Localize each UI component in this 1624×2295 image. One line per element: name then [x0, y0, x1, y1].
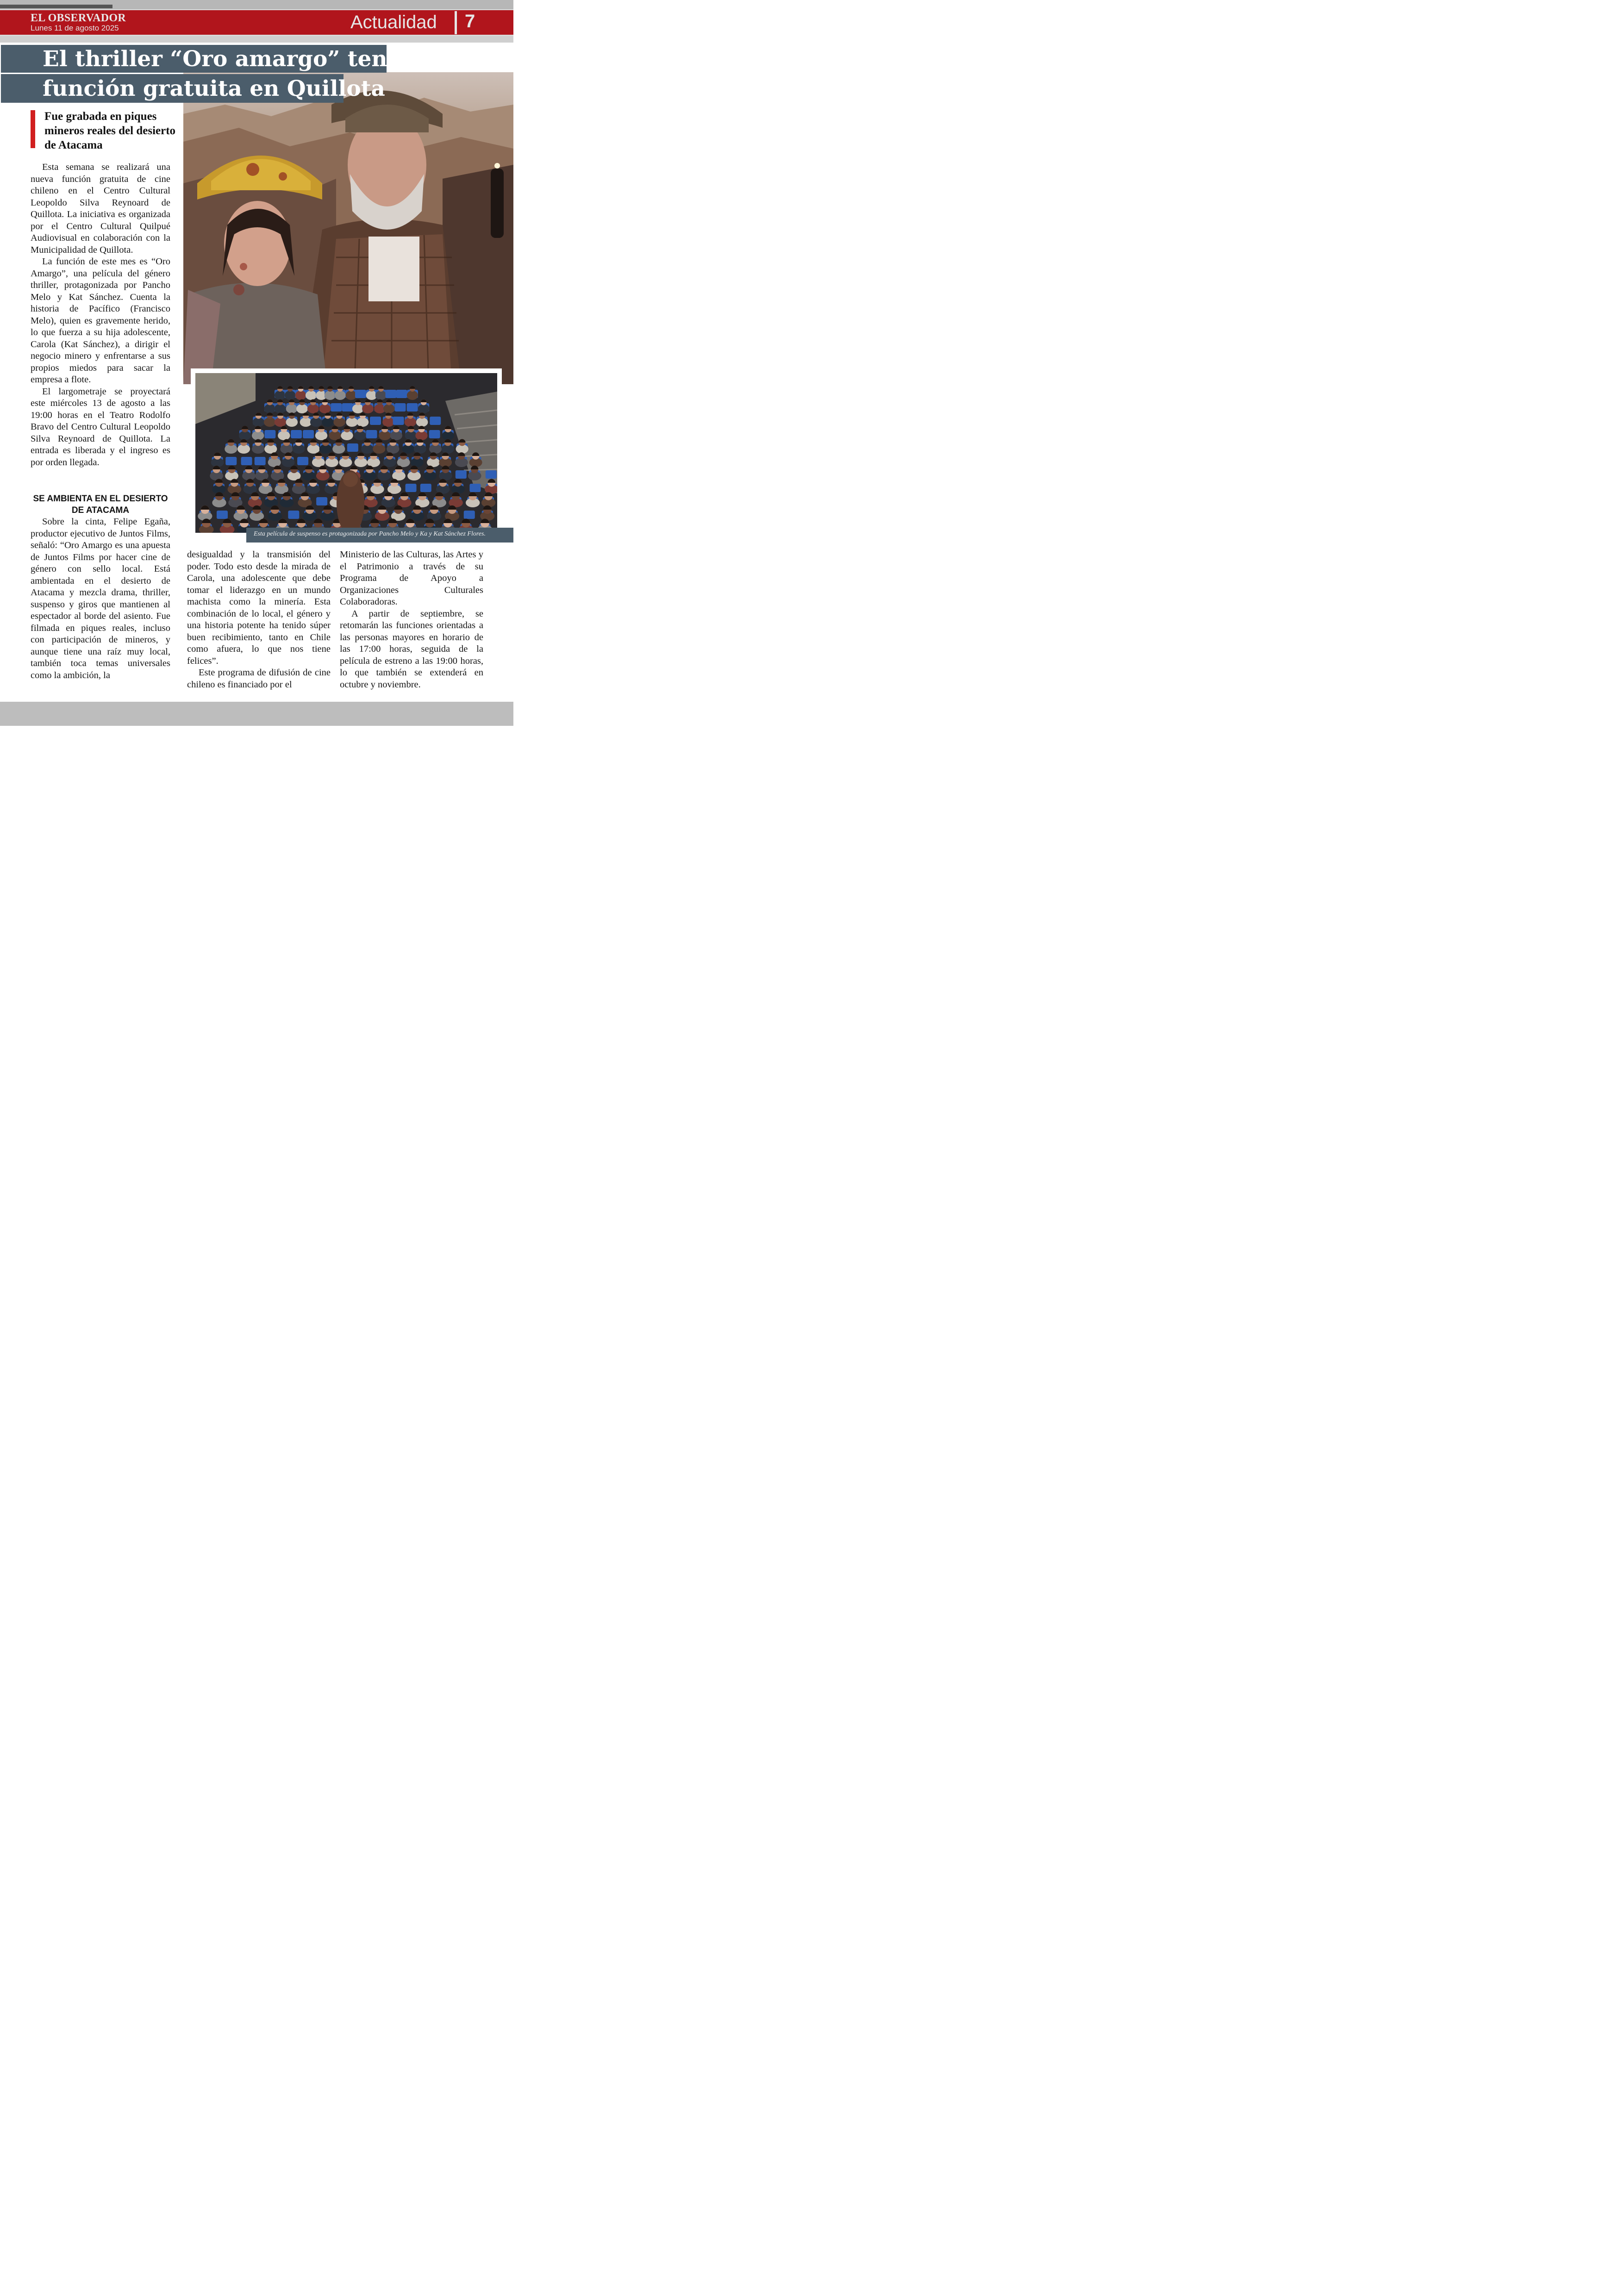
- seat: [355, 390, 366, 398]
- body-paragraph: Esta semana se realizará una nueva función gratuita de cine chileno en el Centro Cultural Leopoldo Silva Reynoard de Quillota. La iniciativa es organizada por el Centro Cultural Quilpué Audiovisual en colaboración con la Municipalidad de Quillota.: [31, 162, 170, 255]
- body-column-1-continued: [31, 516, 170, 681]
- seat: [297, 457, 308, 465]
- seat: [407, 403, 418, 412]
- seat: [225, 457, 237, 465]
- audience-person: [346, 418, 358, 427]
- movie-still-image: [183, 72, 513, 384]
- seat: [395, 403, 406, 412]
- audience-illustration: [195, 373, 497, 533]
- section-heading: SE AMBIENTA EN EL DESIERTO DE ATACAMA: [33, 494, 168, 515]
- audience-person: [310, 418, 322, 427]
- seat: [456, 470, 467, 479]
- audience-person: [296, 404, 308, 413]
- subheadline: Fue grabada en piques mineros reales del desierto de Atacama: [44, 110, 176, 151]
- body-paragraph: desigualdad y la transmisión del poder. Todo esto desde la mirada de Carola, una adolescente que debe tomar el liderazgo en un mundo machista como la minería. Esta combinación de lo local, el género y una historia potente ha tenido súper buen recibimiento, tanto en Chile como afuera, lo que nos tiene felices”.: [187, 549, 331, 666]
- seat: [255, 457, 266, 465]
- seat: [241, 457, 252, 465]
- body-paragraph: El largometraje se proyectará este miércoles 13 de agosto a las 19:00 horas en el Teatro Rodolfo Bravo del Centro Cultural Leopoldo Silva Reynoard de Quillota. La entrada es liberada y el ingreso es por orden llegada.: [31, 386, 170, 468]
- audience-person: [275, 404, 286, 413]
- seat: [396, 390, 407, 398]
- body-column-2: [187, 549, 331, 691]
- body-paragraph: Ministerio de las Culturas, las Artes y el Patrimonio a través de su Programa de Apoyo a Organizaciones Culturales Colaboradoras.: [340, 549, 483, 607]
- issue-date: Lunes 11 de agosto 2025: [31, 24, 119, 32]
- audience-photo: [195, 373, 497, 533]
- audience-person: [286, 418, 298, 427]
- header-bottom-band: [0, 36, 513, 43]
- seat: [264, 430, 275, 438]
- seat: [429, 430, 440, 438]
- audience-person: [275, 418, 287, 427]
- section-name: Actualidad: [350, 12, 437, 32]
- body-paragraph: A partir de septiembre, se retomarán las funciones orientadas a las personas mayores en horario de las 17:00 horas, seguida de la película de estreno a las 19:00 horas, lo que también se extenderá en octubre y noviembre.: [340, 608, 483, 690]
- header-divider: [455, 11, 457, 34]
- audience-person: [295, 391, 306, 400]
- audience-person: [362, 404, 374, 413]
- seat: [430, 417, 441, 425]
- seat: [331, 403, 342, 412]
- body-paragraph: Sobre la cinta, Felipe Egaña, productor ejecutivo de Juntos Films, señaló: “Oro Amargo es una apuesta de Juntos Films por hacer cine de género con sello local. Está ambientada en el desierto de Atacama y mezcla drama, thriller, suspenso y giros que mantienen al espectador al borde del asiento. Fue filmada en piques reales, incluso con participación de mineros, y aunque tiene una raíz muy local, también toca temas universales como la ambición, la: [31, 517, 170, 680]
- audience-person: [335, 391, 346, 400]
- top-dark-strip: [0, 5, 112, 8]
- seat: [342, 403, 353, 412]
- audience-person: [286, 404, 298, 413]
- newspaper-name: EL OBSERVADOR: [31, 12, 126, 24]
- audience-person: [346, 391, 357, 400]
- footer-band: [0, 702, 513, 726]
- seat: [366, 430, 377, 438]
- audience-person: [375, 391, 387, 400]
- audience-person: [407, 391, 418, 400]
- headline-line-2: función gratuita en Quillota: [43, 76, 385, 101]
- headline-line-1: El thriller “Oro amargo” tendrá: [43, 46, 428, 72]
- seat: [486, 470, 497, 479]
- audience-person: [357, 418, 369, 427]
- body-column-3: [340, 549, 483, 691]
- seat: [303, 430, 314, 438]
- audience-person: [285, 391, 296, 400]
- seat: [291, 430, 302, 438]
- seat: [464, 511, 475, 519]
- audience-person: [383, 404, 395, 413]
- audience-person: [352, 404, 364, 413]
- seat: [406, 484, 417, 492]
- audience-person: [253, 418, 265, 427]
- audience-person: [275, 391, 286, 400]
- seat: [469, 484, 481, 492]
- seat: [347, 443, 358, 452]
- audience-person: [416, 418, 428, 427]
- audience-person: [319, 404, 331, 413]
- audience-person: [333, 418, 345, 427]
- body-paragraph: Este programa de difusión de cine chileno es financiado por el: [187, 667, 331, 690]
- photo-caption: Esta película de suspenso es protagonizada por Pancho Melo y Ka y Kat Sánchez Flores.: [254, 530, 486, 537]
- body-column-1: [31, 162, 170, 468]
- seat: [288, 511, 299, 519]
- audience-person: [325, 391, 336, 400]
- audience-person: [264, 418, 276, 427]
- audience-person: [322, 418, 334, 427]
- audience-person: [306, 391, 317, 400]
- page-number: 7: [465, 11, 475, 31]
- audience-person: [418, 404, 430, 413]
- audience-person: [307, 404, 319, 413]
- seat: [393, 417, 404, 425]
- subheadline-accent-bar: [31, 110, 35, 148]
- body-paragraph: La función de este mes es “Oro Amargo”, una película del género thriller, protagonizada por Pancho Melo y Kat Sánchez. Cuenta la historia de Pacífico (Francisco Melo), quien es gravemente herido, lo que fuerza a su hija adolescente, Carola (Kat Sánchez), a dirigir el negocio minero y enfrentarse a sus propios miedos para sacar la empresa a flote.: [31, 256, 170, 385]
- audience-person: [300, 418, 312, 427]
- seat: [420, 484, 431, 492]
- seat: [370, 417, 381, 425]
- movie-still-illustration: [183, 72, 513, 384]
- seat: [316, 497, 327, 505]
- audience-person: [264, 404, 276, 413]
- seat: [385, 390, 396, 398]
- audience-person: [382, 418, 394, 427]
- audience-person: [404, 418, 416, 427]
- seat: [217, 511, 228, 519]
